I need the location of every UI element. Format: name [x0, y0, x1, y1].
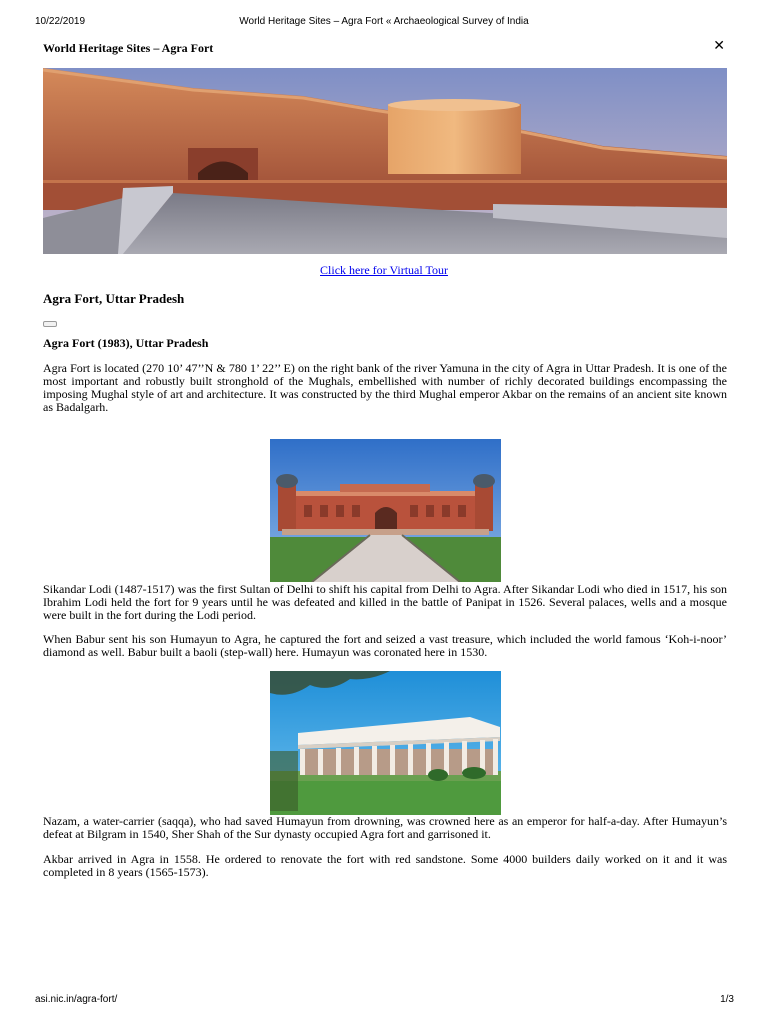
print-header: [0, 16, 768, 30]
collapse-toggle-button[interactable]: [43, 321, 57, 327]
page-title: World Heritage Sites – Agra Fort: [43, 41, 214, 55]
print-page-title: World Heritage Sites – Agra Fort « Archaeological Survey of India: [239, 16, 529, 27]
section-heading: Agra Fort, Uttar Pradesh: [43, 291, 185, 306]
sub-heading: Agra Fort (1983), Uttar Pradesh: [43, 336, 209, 350]
page-header: [43, 39, 727, 55]
print-url: asi.nic.in/agra-fort/: [35, 994, 118, 1005]
virtual-tour-link[interactable]: Click here for Virtual Tour: [320, 263, 448, 277]
image-diwan-i-am: [270, 671, 501, 815]
banner-image-agra-fort: [43, 68, 727, 254]
print-date: 10/22/2019: [35, 16, 86, 27]
close-icon[interactable]: ✕: [713, 38, 725, 54]
print-footer: [0, 994, 768, 1008]
paragraph-lodi: Sikandar Lodi (1487-1517) was the first Sultan of Delhi to shift his capital from Delhi to Agra. After Sikandar Lodi who died in 1517, his son Ibrahim Lodi held the fort for 9 years until he was defeated and killed in the battle of Panipat in 1526. Several palaces, wells and a mosque were built in the fort during the Lodi period.: [43, 582, 727, 622]
print-page-number: 1/3: [720, 994, 734, 1005]
virtual-tour-row: [0, 263, 768, 278]
paragraph-akbar: Akbar arrived in Agra in 1558. He ordered to renovate the fort with red sandstone. Some 4000 builders daily worked on it and it was completed in 8 years (1565-1573).: [43, 852, 727, 879]
paragraph-nazam: Nazam, a water-carrier (saqqa), who had saved Humayun from drowning, was crowned here as an emperor for half-a-day. After Humayun’s defeat at Bilgram in 1540, Sher Shah of the Sur dynasty occupied Agra fort and garrisoned it.: [43, 814, 727, 841]
image-jahangiri-mahal: [270, 439, 501, 582]
paragraph-babur: When Babur sent his son Humayun to Agra, he captured the fort and seized a vast treasure, which included the world famous ‘Koh-i-noor’ diamond as well. Babur built a baoli (step-wall) here. Humayun was coronated here in 1530.: [43, 632, 727, 659]
paragraph-intro: Agra Fort is located (270 10’ 47’’N & 780 1’ 22’’ E) on the right bank of the river Yamuna in the city of Agra in Uttar Pradesh. It is one of the most important and robustly built stronghold of the Mughals, embellished with number of richly decorated buildings encompassing the imposing Mughal style of art and architecture. It was constructed by the third Mughal emperor Akbar on the remains of an ancient site known as Badalgarh.: [43, 361, 727, 414]
